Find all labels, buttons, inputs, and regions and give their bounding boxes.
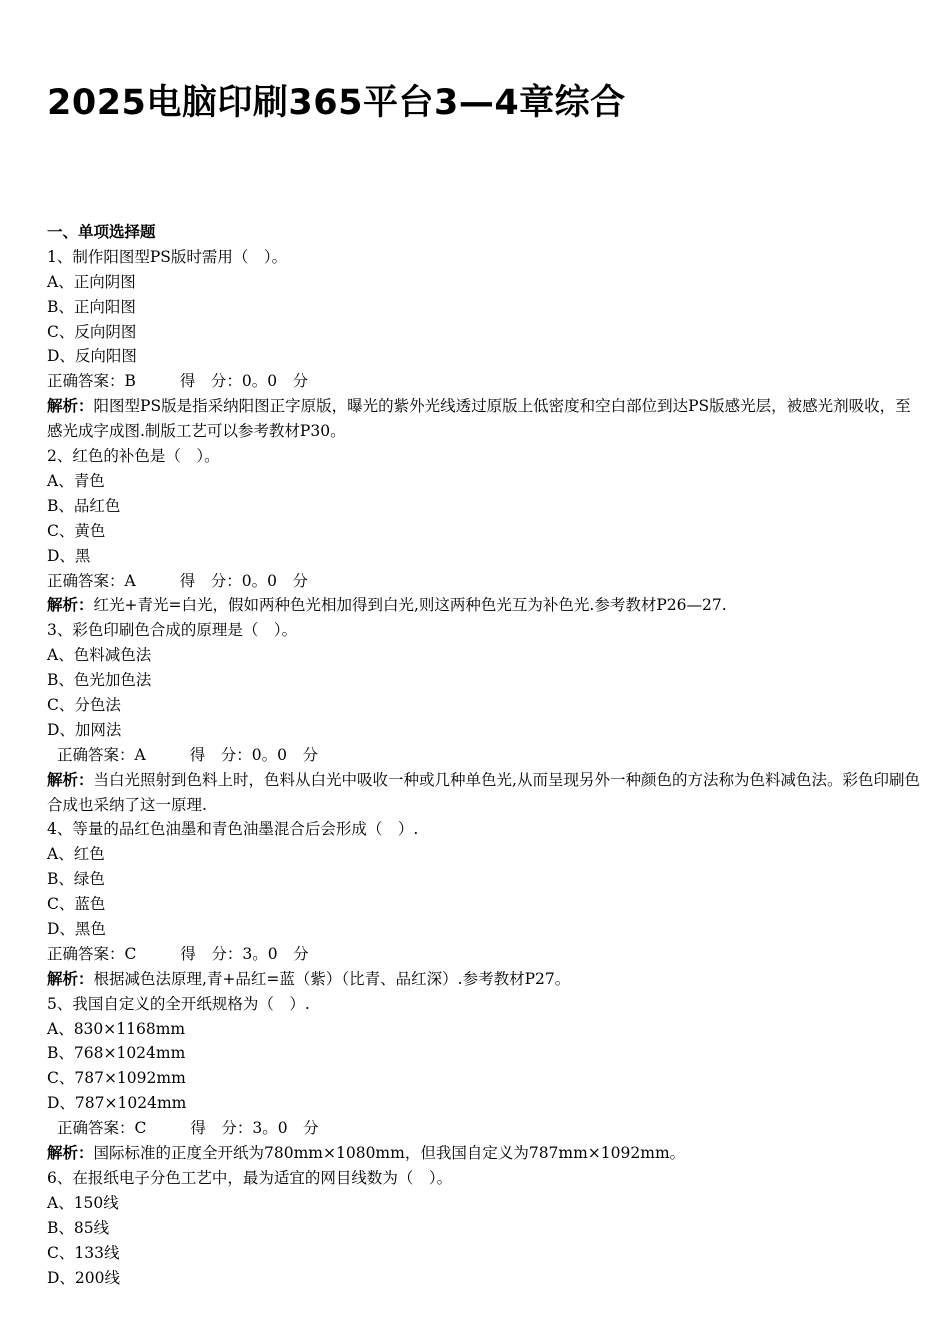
score-value: 0。0 分 <box>241 372 309 391</box>
document-title: 2025电脑印刷365平台3—4章综合 <box>47 83 626 123</box>
option-c: C、反向阴图 <box>47 322 137 341</box>
answer-label: 正确答案： <box>47 571 125 590</box>
option-c: C、黄色 <box>47 521 106 540</box>
analysis <box>47 1141 922 1166</box>
question-2 <box>47 444 922 618</box>
answer-label: 正确答案： <box>57 745 135 764</box>
analysis-label: 解析： <box>47 595 94 615</box>
option-d: D、加网法 <box>47 720 122 739</box>
question-stem: 6、在报纸电子分色工艺中，最为适宜的网目线数为（ ）。 <box>47 1168 453 1187</box>
option-d: D、黑 <box>47 546 91 565</box>
analysis-label: 解析： <box>47 396 94 416</box>
score-value: 0。0 分 <box>251 745 318 764</box>
question-stem: 3、彩色印刷色合成的原理是（ ）。 <box>47 621 298 640</box>
analysis <box>47 967 922 992</box>
option-d: D、反向阳图 <box>47 347 137 366</box>
answer-score-line <box>47 369 922 394</box>
question-4 <box>47 817 922 991</box>
answer-score-line <box>47 942 922 967</box>
option-d: D、黑色 <box>47 920 106 939</box>
question-stem: 2、红色的补色是（ ）。 <box>47 447 220 466</box>
option-b: B、768×1024mm <box>47 1044 186 1063</box>
option-d: D、787×1024mm <box>47 1094 187 1113</box>
answer-score-line <box>47 1116 922 1141</box>
option-b: B、正向阳图 <box>47 297 136 316</box>
option-a: A、红色 <box>47 845 105 864</box>
document-body <box>47 220 922 1290</box>
analysis-label: 解析： <box>47 769 94 789</box>
analysis-text: 阳图型PS版是指采纳阳图正字原版，曝光的紫外光线透过原版上低密度和空白部位到达PS版感光层，被感光剂吸收，至感光成字成图.制版工艺可以参考教材P30。 <box>47 397 911 441</box>
answer-score-line <box>47 743 922 768</box>
section-heading: 一、单项选择题 <box>47 222 156 241</box>
score-label: 得 分： <box>179 571 242 590</box>
analysis-text: 红光+青光=白光，假如两种色光相加得到白光,则这两种色光互为补色光.参考教材P26—27. <box>93 596 727 615</box>
question-1 <box>47 245 922 444</box>
correct-answer: A <box>134 745 146 764</box>
option-a: A、青色 <box>47 471 105 490</box>
analysis <box>47 394 922 444</box>
correct-answer: C <box>124 944 137 963</box>
score-label: 得 分： <box>189 745 252 764</box>
option-d: D、200线 <box>47 1268 121 1287</box>
option-a: A、色料减色法 <box>47 646 152 665</box>
option-b: B、品红色 <box>47 496 121 515</box>
analysis-label: 解析： <box>47 968 94 988</box>
analysis-text: 当白光照射到色料上时，色料从白光中吸收一种或几种单色光,从而呈现另外一种颜色的方法称为色料减色法。彩色印刷色合成也采纳了这一原理. <box>47 770 920 814</box>
option-b: B、85线 <box>47 1218 110 1237</box>
correct-answer: B <box>124 372 136 391</box>
analysis-text: 国际标准的正度全开纸为780mm×1080mm，但我国自定义为787mm×1092mm。 <box>93 1144 686 1163</box>
answer-label: 正确答案： <box>47 372 125 391</box>
correct-answer: A <box>124 571 136 590</box>
option-b: B、绿色 <box>47 870 105 889</box>
option-c: C、133线 <box>47 1243 120 1262</box>
option-c: C、分色法 <box>47 695 121 714</box>
answer-label: 正确答案： <box>57 1119 135 1138</box>
option-a: A、830×1168mm <box>47 1019 186 1038</box>
correct-answer: C <box>134 1119 147 1138</box>
option-c: C、蓝色 <box>47 895 106 914</box>
score-value: 0。0 分 <box>241 571 308 590</box>
option-c: C、787×1092mm <box>47 1069 186 1088</box>
question-3 <box>47 618 922 817</box>
score-label: 得 分： <box>180 944 243 963</box>
analysis-text: 根据减色法原理,青+品红=蓝（紫）（比青、品红深）.参考教材P27。 <box>93 969 571 988</box>
analysis-label: 解析： <box>47 1143 94 1163</box>
score-label: 得 分： <box>190 1119 253 1138</box>
question-stem: 5、我国自定义的全开纸规格为（ ）. <box>47 994 310 1013</box>
question-stem: 4、等量的品红色油墨和青色油墨混合后会形成（ ）. <box>47 820 419 839</box>
answer-score-line <box>47 569 922 594</box>
analysis <box>47 593 922 618</box>
score-value: 3。0 分 <box>252 1119 319 1138</box>
question-5 <box>47 992 922 1166</box>
question-6 <box>47 1166 922 1290</box>
option-a: A、正向阴图 <box>47 272 136 291</box>
analysis <box>47 768 922 818</box>
option-b: B、色光加色法 <box>47 671 152 690</box>
option-a: A、150线 <box>47 1193 119 1212</box>
question-stem: 1、制作阳图型PS版时需用（ ）。 <box>47 247 288 266</box>
answer-label: 正确答案： <box>47 944 125 963</box>
score-label: 得 分： <box>179 372 242 391</box>
score-value: 3。0 分 <box>242 944 309 963</box>
